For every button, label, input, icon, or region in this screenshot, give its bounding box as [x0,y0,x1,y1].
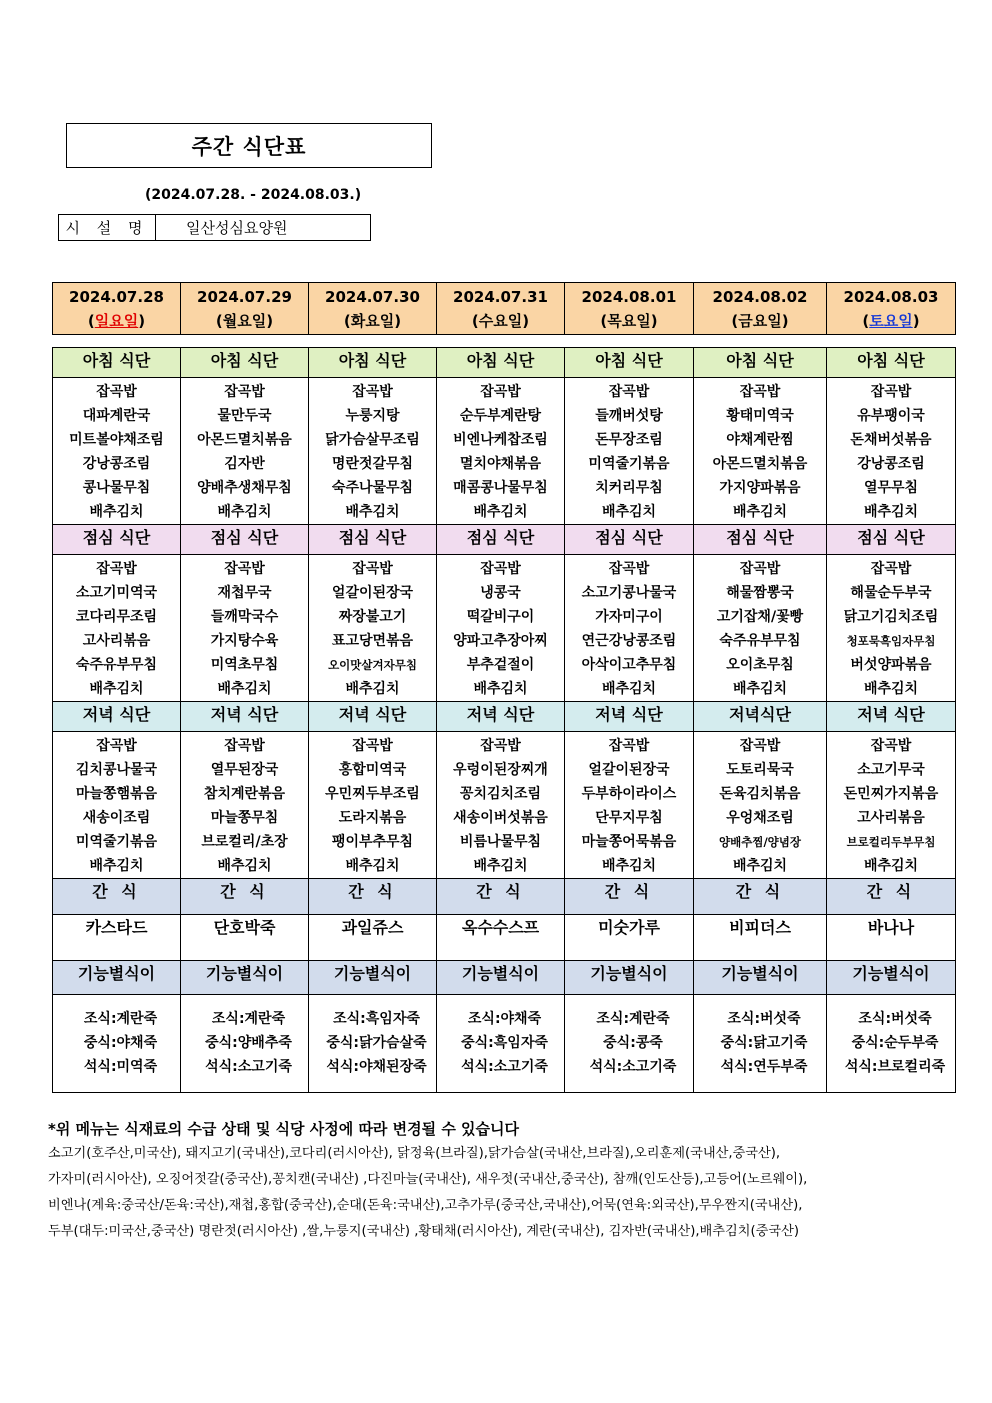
menu-item: 잡곡밥 [608,384,650,400]
menu-item: 가자미구이 [595,609,663,625]
functional-item: 석식:소고기죽 [461,1059,548,1075]
menu-item: 들깨버섯탕 [595,408,663,424]
menu-item: 고기잡채/꽃빵 [716,609,804,625]
lunch-day-cell [181,555,309,702]
weekday-open-paren: ( [215,311,223,330]
functional-item: 조식:버섯죽 [858,1011,932,1027]
menu-item: 가지양파볶음 [719,480,801,496]
snack-label-cell: 간 식 [694,879,827,915]
weekday-close-paren: ) [781,311,789,330]
menu-item: 고사리볶음 [857,810,925,826]
dinner-day-cell [53,732,181,879]
menu-item: 잡곡밥 [480,561,521,577]
snack-label-cell: 간 식 [437,879,565,915]
day-weekday-line [694,309,826,333]
menu-item: 짜장불고기 [338,609,407,625]
menu-period: (2024.07.28. - 2024.08.03.) [145,187,362,203]
functional-item: 조식:흑임자죽 [333,1011,420,1027]
snack-section-header [53,879,956,915]
menu-item: 배추김치 [732,858,788,874]
menu-item: 물만두국 [217,408,272,424]
lunch-day-cell [565,555,694,702]
day-date: 2024.07.29 [197,287,292,306]
menu-item: 미역줄기볶음 [75,834,158,850]
menu-item: 배추김치 [473,858,528,874]
menu-item: 소고기콩나물국 [581,585,677,601]
functional-item: 석식:브로컬리죽 [844,1059,946,1075]
menu-item: 배추김치 [601,681,657,697]
day-date: 2024.08.03 [843,287,939,306]
dinner-label-cell: 저녁 식단 [437,702,565,732]
menu-item: 잡곡밥 [739,561,781,577]
menu-item: 두부하이라이스 [581,786,677,802]
menu-item: 잡곡밥 [352,384,393,400]
dinner-label-cell: 저녁 식단 [565,702,694,732]
snack-label-cell: 간 식 [565,879,694,915]
breakfast-day-cell [53,378,181,525]
breakfast-label-cell: 아침 식단 [53,348,181,378]
menu-item: 떡갈비구이 [466,609,535,625]
menu-item: 대파계란국 [82,408,151,424]
menu-item: 아몬드멸치볶음 [197,432,292,448]
day-weekday-line [53,309,180,333]
functional-day-cell [437,995,565,1093]
weekday-close-paren: ) [522,311,530,330]
menu-item: 배추김치 [89,681,144,697]
weekday-close-paren: ) [650,311,658,330]
day-date: 2024.07.30 [325,287,420,306]
day-date: 2024.08.01 [581,287,677,306]
menu-item: 잡곡밥 [224,738,265,754]
weekday-close-paren: ) [266,311,274,330]
menu-item: 잡곡밥 [224,561,265,577]
menu-item: 잡곡밥 [480,738,521,754]
lunch-day-cell [694,555,827,702]
snack-item: 비피더스 [694,915,827,961]
page-title: 주간 식단표 [66,123,432,168]
functional-item: 중식:양배추죽 [205,1035,292,1051]
lunch-label-cell: 점심 식단 [53,525,181,555]
functional-day-cell [565,995,694,1093]
menu-item: 강낭콩조림 [857,456,925,472]
menu-item: 배추김치 [217,681,272,697]
breakfast-label-cell: 아침 식단 [565,348,694,378]
functional-day-cell [694,995,827,1093]
menu-item: 단무지무침 [595,810,663,826]
menu-item: 우민찌두부조림 [325,786,420,802]
breakfast-day-cell [437,378,565,525]
functional-item: 석식:소고기죽 [589,1059,677,1075]
snack-label-cell: 간 식 [181,879,309,915]
functional-item: 조식:버섯죽 [727,1011,801,1027]
menu-item: 도라지볶음 [338,810,407,826]
menu-item: 배추김치 [89,504,144,520]
functional-item: 중식:닭가슴살죽 [326,1035,427,1051]
dinner-label-cell: 저녁 식단 [309,702,437,732]
menu-item: 오이맛살겨자무침 [328,658,417,672]
dinner-label-cell: 저녁 식단 [827,702,956,732]
menu-item: 들깨막국수 [210,609,279,625]
functional-day-cell [181,995,309,1093]
day-weekday: 일요일 [94,311,139,330]
snack-items-row [53,915,956,961]
menu-item: 열무무침 [863,480,919,496]
origin-line: 비엔나(계육:중국산/돈육:국산),재첩,홍합(중국산),순대(돈육:국내산),고추가루(중국산,국내산),어묵(연육:외국산),무우짠지(국내산), [48,1198,803,1213]
functional-item: 석식:소고기죽 [205,1059,292,1075]
weekday-close-paren: ) [912,311,920,330]
menu-item: 멸치야채볶음 [459,456,542,472]
menu-item: 돈무장조림 [595,432,663,448]
weekday-open-paren: ( [731,311,739,330]
menu-item: 강낭콩조림 [82,456,151,472]
dinner-label-cell: 저녁 식단 [53,702,181,732]
functional-label-cell: 기능별식이 [181,961,309,995]
menu-item: 해물순두부국 [850,585,932,601]
menu-item: 매콤콩나물무침 [453,480,548,496]
snack-item: 카스타드 [53,915,181,961]
menu-item: 배추김치 [89,858,144,874]
menu-item: 콩나물무침 [82,480,151,496]
dinner-day-cell [827,732,956,879]
functional-label-cell: 기능별식이 [827,961,956,995]
menu-item: 비름나물무침 [459,834,542,850]
weekday-open-paren: ( [600,311,608,330]
menu-item: 배추김치 [217,504,272,520]
functional-section-header [53,961,956,995]
lunch-label-cell: 점심 식단 [437,525,565,555]
menu-item: 오이초무침 [726,657,794,673]
day-weekday: 화요일 [350,311,395,330]
menu-item: 순두부계란탕 [459,408,542,424]
lunch-label-cell: 점심 식단 [694,525,827,555]
menu-item: 새송이버섯볶음 [453,810,548,826]
menu-item: 비엔나케찹조림 [453,432,548,448]
menu-item: 배추김치 [732,681,788,697]
lunch-label-cell: 점심 식단 [565,525,694,555]
menu-item: 홍합미역국 [338,762,407,778]
menu-item: 김치콩나물국 [75,762,158,778]
menu-item: 팽이부추무침 [331,834,414,850]
breakfast-label-cell: 아침 식단 [181,348,309,378]
dinner-label-cell: 저녁식단 [694,702,827,732]
day-weekday: 토요일 [869,311,913,330]
menu-item: 숙주유부무침 [75,657,158,673]
breakfast-day-cell [694,378,827,525]
snack-label-cell: 간 식 [53,879,181,915]
day-date: 2024.07.28 [69,287,164,306]
notes-section [48,1117,958,1245]
day-weekday: 수요일 [478,311,523,330]
menu-item: 돈채버섯볶음 [850,432,932,448]
weekday-open-paren: ( [343,311,351,330]
menu-item: 누룽지탕 [345,408,400,424]
breakfast-day-cell [565,378,694,525]
menu-item: 코다리무조림 [75,609,158,625]
menu-item: 소고기무국 [857,762,925,778]
breakfast-label-cell: 아침 식단 [437,348,565,378]
menu-item: 연근강낭콩조림 [581,633,677,649]
menu-item: 배추김치 [473,504,528,520]
lunch-day-cell [827,555,956,702]
day-weekday-line [437,309,564,333]
menu-item: 돈민찌가지볶음 [843,786,939,802]
menu-item: 얼갈이된장국 [588,762,670,778]
menu-item: 브로컬리/초장 [201,834,288,850]
menu-item: 도토리묵국 [726,762,794,778]
menu-item: 청포묵흑임자무침 [846,634,936,648]
breakfast-day-cell [827,378,956,525]
functional-item: 중식:야채죽 [83,1035,158,1051]
menu-item: 참치계란볶음 [203,786,286,802]
day-date: 2024.07.31 [453,287,548,306]
functional-item: 중식:닭고기죽 [720,1035,808,1051]
menu-item: 마늘쫑무침 [210,810,279,826]
menu-item: 열무된장국 [210,762,279,778]
functional-item: 중식:흑임자죽 [461,1035,548,1051]
menu-item: 잡곡밥 [224,384,265,400]
menu-item: 야채계란찜 [726,432,794,448]
menu-item: 황태미역국 [726,408,794,424]
menu-item: 잡곡밥 [870,561,912,577]
dinner-section-header [53,702,956,732]
breakfast-items-row [53,378,956,525]
functional-item: 석식:야채된장죽 [326,1059,427,1075]
snack-item: 단호박죽 [181,915,309,961]
snack-item: 과일쥬스 [309,915,437,961]
menu-item: 배추김치 [601,858,657,874]
day-weekday-line [827,309,955,333]
breakfast-label-cell: 아침 식단 [827,348,956,378]
menu-item: 숙주유부무침 [719,633,801,649]
menu-item: 배추김치 [601,504,657,520]
functional-item: 조식:계란죽 [83,1011,158,1027]
lunch-items-row [53,555,956,702]
functional-label-cell: 기능별식이 [694,961,827,995]
day-weekday-line [565,309,693,333]
menu-item: 버섯양파볶음 [850,657,932,673]
snack-item: 옥수수스프 [437,915,565,961]
menu-item: 배추김치 [345,681,400,697]
weekly-menu-table [52,347,956,1093]
menu-item: 잡곡밥 [739,384,781,400]
menu-item: 미역줄기볶음 [588,456,670,472]
menu-item: 잡곡밥 [480,384,521,400]
day-header-cell [694,283,827,335]
menu-item: 배추김치 [345,504,400,520]
lunch-label-cell: 점심 식단 [309,525,437,555]
menu-item: 마늘쫑어묵볶음 [581,834,677,850]
facility-box [58,214,371,241]
menu-item: 닭가슴살무조림 [325,432,420,448]
functional-label-cell: 기능별식이 [53,961,181,995]
functional-label-cell: 기능별식이 [309,961,437,995]
menu-item: 배추김치 [863,504,919,520]
snack-label-cell: 간 식 [309,879,437,915]
menu-item: 잡곡밥 [96,561,137,577]
menu-item: 우엉채조림 [726,810,794,826]
breakfast-day-cell [181,378,309,525]
menu-item: 배추김치 [345,858,400,874]
dinner-day-cell [181,732,309,879]
menu-item: 잡곡밥 [870,738,912,754]
menu-item: 양파고추장아찌 [453,633,548,649]
menu-item: 우렁이된장찌개 [453,762,548,778]
menu-item: 잡곡밥 [739,738,781,754]
functional-item: 조식:계란죽 [596,1011,670,1027]
day-header-cell [53,283,181,335]
menu-item: 돈육김치볶음 [719,786,801,802]
menu-item: 해물짬뽕국 [726,585,794,601]
menu-item: 마늘쫑햄볶음 [75,786,158,802]
menu-item: 잡곡밥 [352,738,393,754]
weekday-open-paren: ( [87,311,95,330]
functional-item: 중식:콩죽 [603,1035,663,1051]
menu-item: 배추김치 [863,858,919,874]
day-weekday: 월요일 [222,311,267,330]
snack-item: 바나나 [827,915,956,961]
breakfast-day-cell [309,378,437,525]
menu-item: 미트볼야채조림 [69,432,164,448]
functional-item: 조식:야채죽 [467,1011,542,1027]
menu-item: 부추겉절이 [466,657,535,673]
menu-item: 숙주나물무침 [331,480,414,496]
menu-item: 양배추생채무침 [197,480,292,496]
menu-item: 양배추찜/양념장 [719,835,801,849]
weekday-open-paren: ( [471,311,479,330]
menu-item: 배추김치 [863,681,919,697]
menu-item: 새송이조림 [82,810,151,826]
menu-item: 꽁치김치조림 [459,786,542,802]
day-header-cell [565,283,694,335]
menu-item: 아몬드멸치볶음 [712,456,808,472]
functional-day-cell [53,995,181,1093]
snack-label-cell: 간 식 [827,879,956,915]
functional-label-cell: 기능별식이 [565,961,694,995]
menu-item: 배추김치 [732,504,788,520]
menu-item: 잡곡밥 [96,384,137,400]
menu-item: 잡곡밥 [608,738,650,754]
menu-item: 잡곡밥 [96,738,137,754]
menu-item: 잡곡밥 [352,561,393,577]
day-header-cell [827,283,956,335]
weekday-close-paren: ) [394,311,402,330]
weekday-open-paren: ( [862,311,870,330]
breakfast-section-header [53,348,956,378]
menu-item: 김자반 [224,456,265,472]
origin-line: 가자미(러시아산), 오징어젓갈(중국산),꽁치캔(국내산) ,다진마늘(국내산), 새우젓(국내산,중국산), 참깨(인도산등),고등어(노르웨이), [48,1172,808,1187]
weekday-close-paren: ) [138,311,146,330]
functional-item: 조식:계란죽 [211,1011,286,1027]
day-header-cell [181,283,309,335]
menu-item: 잡곡밥 [870,384,912,400]
functional-items-row [53,995,956,1093]
menu-item: 잡곡밥 [608,561,650,577]
lunch-section-header [53,525,956,555]
menu-item: 닭고기김치조림 [843,609,939,625]
menu-item: 브로컬리두부무침 [846,835,936,849]
lunch-day-cell [53,555,181,702]
snack-item: 미숫가루 [565,915,694,961]
day-date: 2024.08.02 [712,287,808,306]
menu-item: 배추김치 [473,681,528,697]
functional-day-cell [827,995,956,1093]
date-header-table [52,282,956,335]
menu-item: 가지탕수육 [210,633,279,649]
change-notice: *위 메뉴는 식재료의 수급 상태 및 식당 사정에 따라 변경될 수 있습니다 [48,1120,520,1138]
menu-item: 고사리볶음 [82,633,151,649]
menu-item: 배추김치 [217,858,272,874]
functional-label-cell: 기능별식이 [437,961,565,995]
functional-item: 중식:순두부죽 [851,1035,939,1051]
lunch-label-cell: 점심 식단 [827,525,956,555]
dinner-day-cell [565,732,694,879]
day-weekday: 금요일 [738,311,782,330]
day-weekday-line [181,309,308,333]
dinner-items-row [53,732,956,879]
menu-item: 소고기미역국 [75,585,158,601]
functional-item: 석식:미역죽 [83,1059,158,1075]
functional-item: 석식:연두부죽 [720,1059,808,1075]
menu-item: 명란젓갈무침 [331,456,414,472]
day-weekday: 목요일 [607,311,651,330]
lunch-day-cell [309,555,437,702]
facility-name: 일산성심요양원 [186,219,288,237]
menu-item: 미역초무침 [210,657,279,673]
breakfast-label-cell: 아침 식단 [694,348,827,378]
functional-day-cell [309,995,437,1093]
menu-item: 치커리무침 [595,480,663,496]
lunch-label-cell: 점심 식단 [181,525,309,555]
dinner-label-cell: 저녁 식단 [181,702,309,732]
dinner-day-cell [309,732,437,879]
lunch-day-cell [437,555,565,702]
dinner-day-cell [437,732,565,879]
origin-line: 두부(대두:미국산,중국산) 명란젓(러시아산) ,쌀,누룽지(국내산) ,황태채(러시아산), 계란(국내산), 김자반(국내산),배추김치(중국산) [48,1224,799,1239]
day-header-cell [437,283,565,335]
day-header-cell [309,283,437,335]
menu-item: 아삭이고추무침 [581,657,677,673]
menu-item: 냉콩국 [480,585,521,601]
facility-label: 시 설 명 [59,215,156,240]
breakfast-label-cell: 아침 식단 [309,348,437,378]
menu-item: 재첩무국 [217,585,272,601]
origin-line: 소고기(호주산,미국산), 돼지고기(국내산),코다리(러시아산), 닭정육(브라질),닭가슴살(국내산,브라질),오리훈제(국내산,중국산), [48,1146,781,1161]
menu-item: 유부팽이국 [857,408,925,424]
dinner-day-cell [694,732,827,879]
day-weekday-line [309,309,436,333]
menu-item: 얼갈이된장국 [331,585,414,601]
menu-item: 표고당면볶음 [331,633,414,649]
